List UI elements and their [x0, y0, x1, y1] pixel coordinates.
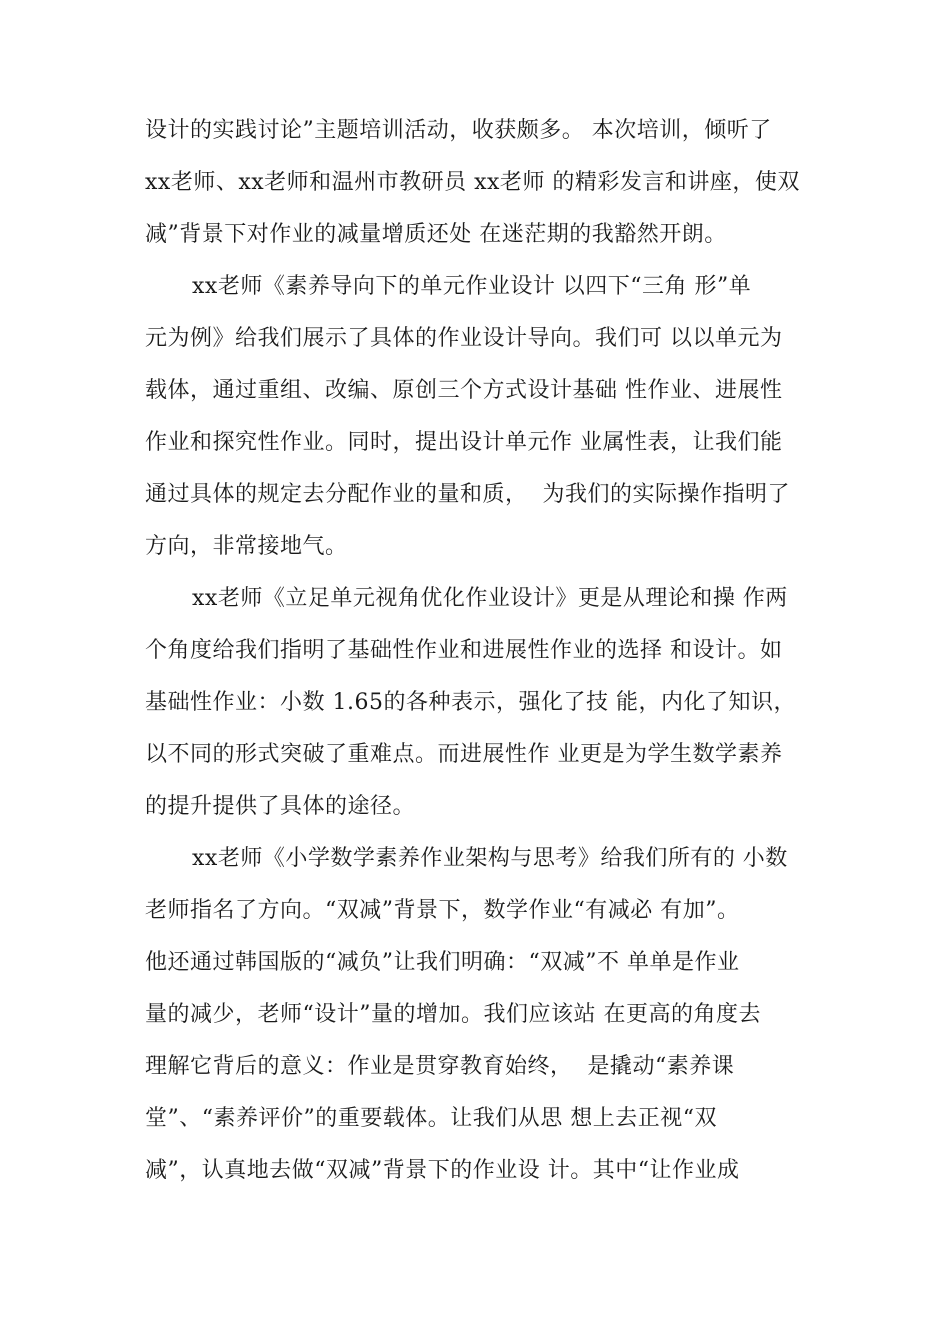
text-line: 他还通过韩国版的“减负”让我们明确：“双减”不 单单是作业	[145, 950, 740, 975]
text-line: 的提升提供了具体的途径。	[145, 794, 416, 819]
text-line: 通过具体的规定去分配作业的量和质， 为我们的实际操作指明了	[145, 482, 790, 507]
text-line: 老师指名了方向。“双减”背景下，数学作业“有减必 有加”。	[145, 898, 740, 923]
text-line: 理解它背后的意义：作业是贯穿教育始终， 是撬动“素养课	[145, 1054, 735, 1079]
text-line: 载体，通过重组、改编、原创三个方式设计基础 性作业、进展性	[145, 378, 783, 403]
text-line: 设计的实践讨论”主题培训活动，收获颇多。 本次培训，倾听了	[145, 118, 772, 143]
text-line: 量的减少，老师“设计”量的增加。我们应该站 在更高的角度去	[145, 1002, 761, 1027]
paragraph-first-line: xx老师《立足单元视角优化作业设计》更是从理论和操 作两	[192, 586, 788, 611]
text-line: 减”，认真地去做“双减”背景下的作业设 计。其中“让作业成	[145, 1158, 740, 1183]
text-line: 基础性作业：小数 1.65的各种表示，强化了技 能，内化了知识，	[145, 690, 796, 715]
text-line: xx老师、xx老师和温州市教研员 xx老师 的精彩发言和讲座，使双	[145, 170, 800, 195]
text-line: 作业和探究性作业。同时，提出设计单元作 业属性表，让我们能	[145, 430, 783, 455]
text-line: 元为例》给我们展示了具体的作业设计导向。我们可 以以单元为	[145, 326, 783, 351]
paragraph-first-line: xx老师《素养导向下的单元作业设计 以四下“三角 形”单	[192, 274, 752, 299]
text-line: 方向，非常接地气。	[145, 534, 348, 559]
text-line: 个角度给我们指明了基础性作业和进展性作业的选择 和设计。如	[145, 638, 783, 663]
paragraph-first-line: xx老师《小学数学素养作业架构与思考》给我们所有的 小数	[192, 846, 788, 871]
text-line: 堂”、“素养评价”的重要载体。让我们从思 想上去正视“双	[145, 1106, 717, 1131]
text-line: 减”背景下对作业的减量增质还处 在迷茫期的我豁然开朗。	[145, 222, 727, 247]
text-line: 以不同的形式突破了重难点。而进展性作 业更是为学生数学素养	[145, 742, 783, 767]
